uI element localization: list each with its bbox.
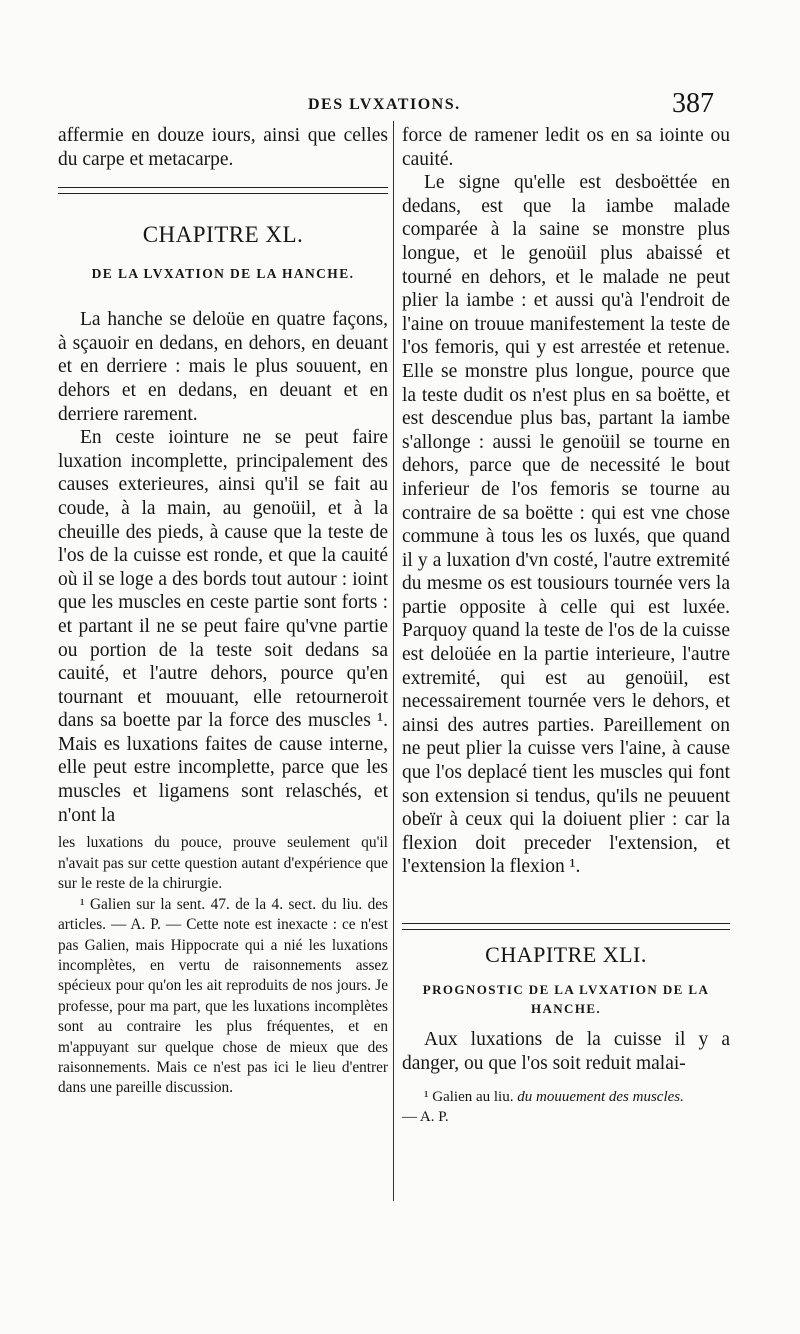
paragraph: Le signe qu'elle est desboëttée en dedans, est que la iambe malade comparée à la saine se monstre plus longue, et le genoüil plus abaissé et tourné en dehors, et le malade ne peut plier la iambe : et aussi qu'à l'endroit de l'aine on trouue manifestement la teste de l'os femoris, qui y est arrestée et retenue. Elle se monstre plus longue, pource que la teste dudit os n'est plus en sa boëtte, et est descendue plus bas, partant la iambe s'allonge : aussi le genoüil se tourne en dehors, parce que de necessité le bout inferieur de l'os femoris se tourne au contraire de sa boëtte : qui est vne chose commune à tous les os luxés, que quand il y a luxation d'vn costé, l'autre extremité du mesme os est tousiours tournée vers la partie opposite à celle qui est luxée. Parquoy quand la teste de l'os de la cuisse est deloüée en la partie interieure, l'autre extremité, qui est au genoüil, est necessairement tournée vers le dehors, et ainsi des autres parties. Pareillement on ne peut plier la cuisse vers l'aine, à cause que l'os deplacé tient les muscles qui font son extension si tendus, qu'ils ne peuuent obeïr à ceux qui la doiuent plier : car la flexion doit preceder l'extension, et l'extension la flexion ¹.: [402, 172, 730, 878]
footnote-continuation: les luxations du pouce, prouve seulement qu'il n'avait pas sur cette question autant d'expérience que sur le reste de la chirurgie.: [58, 834, 388, 893]
chapter-title: CHAPITRE XL.: [142, 222, 304, 248]
footnote-author: — A. P.: [402, 1109, 449, 1126]
chapter-subtitle: PROGNOSTIC DE LA LVXATION DE LA HANCHE.: [422, 982, 710, 1016]
chapter-title: CHAPITRE XLI.: [485, 942, 647, 967]
footnote-text: ¹ Galien au liu.: [424, 1089, 514, 1106]
left-column: [58, 124, 388, 1099]
footnote: ¹ Galien sur la sent. 47. de la 4. sect. du liu. des articles. — A. P. — Cette note est inexacte : ce n'est pas Galien, mais Hippocrate qui a nié les luxations incomplètes, en vertu de raisonnements assez spécieux pour qu'on les ait reproduits de nos jours. Je professe, pour ma part, que les luxations incomplètes sont au contraire les plus fréquentes, et en m'appuyant sur quelque chose de mieux que des raisonnements. Mais ce n'est pas ici le lieu d'entrer dans une pareille discussion.: [58, 895, 388, 1097]
page-number: 387: [672, 88, 714, 119]
footnote-italic: du mouuement des muscles.: [517, 1089, 684, 1106]
paragraph: Aux luxations de la cuisse il y a danger, ou que l'os soit reduit malai-: [402, 1029, 730, 1074]
footnote: [402, 1087, 730, 1127]
paragraph: En ceste iointure ne se peut faire luxation incomplette, principalement des causes exterieures, ainsi qu'il se fait au coude, à la main, au genoüil, et à la cheuille des pieds, à cause que la teste de l'os de la cuisse est ronde, et que la cauité où il se loge a des bords tout autour : ioint que les muscles en ceste partie sont forts : et partant il ne se peut faire qu'vne partie ou portion de la teste soit dedans sa cauité, et l'autre dehors, pource qu'en tournant et mouuant, elle retourneroit dans sa boette par la force des muscles ¹. Mais es luxations faites de cause interne, elle peut estre incomplette, parce que les muscles et ligamens sont relaschés, et n'ont la: [58, 427, 388, 826]
right-continuation-text: force de ramener ledit os en sa iointe ou cauité.: [402, 125, 730, 170]
running-title: DES LVXATIONS.: [308, 96, 461, 113]
chapter-subtitle: DE LA LVXATION DE LA HANCHE.: [91, 266, 355, 282]
column-divider: [393, 121, 394, 1201]
chapter-rule: [58, 187, 388, 194]
right-column: [402, 124, 730, 1127]
chapter-rule: [402, 923, 730, 930]
left-continuation-text: affermie en douze iours, ainsi que celles du carpe et metacarpe.: [58, 125, 388, 170]
paragraph: La hanche se deloüe en quatre façons, à sçauoir en dedans, en dehors, en deuant et en derriere : mais le plus souuent, en dehors et en dedans, en deuant et en derriere rarement.: [58, 309, 388, 425]
